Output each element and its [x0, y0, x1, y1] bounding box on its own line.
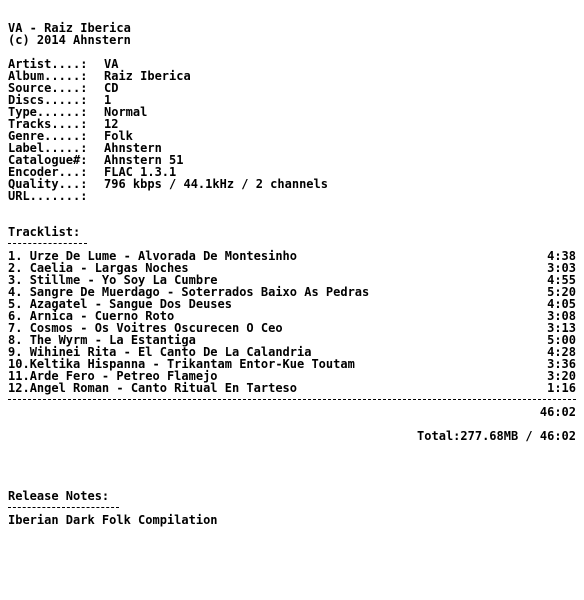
track-title: Sangre De Muerdago - Soterrados Baixo As Pedras [29, 285, 370, 299]
total-time: 46:02 [539, 405, 576, 419]
field-key: URL.......: [8, 189, 88, 203]
track-number: 7. [8, 321, 30, 335]
field-discs [8, 94, 576, 106]
field-genre [8, 130, 576, 142]
track-number: 3. [8, 273, 30, 287]
track-title: Wihinei Rita - El Canto De La Calandria [29, 345, 312, 359]
tracklist-heading: Tracklist: [8, 225, 81, 239]
field-value: VA [104, 57, 119, 71]
track-number: 5. [8, 297, 30, 311]
track-duration: 5:00 [547, 333, 576, 347]
track-duration: 3:03 [547, 261, 576, 275]
field-url [8, 190, 576, 202]
field-key: Album.....: [8, 69, 88, 83]
track-title: Stillme - Yo Soy La Cumbre [29, 273, 218, 287]
track-number: 12. [8, 381, 30, 395]
field-key: Discs.....: [8, 93, 88, 107]
track-title: Keltika Hispanna - Trikantam Entor-Kue Toutam [29, 357, 355, 371]
track-title: Arde Fero - Petreo Flamejo [29, 369, 218, 383]
release-notes-text: Iberian Dark Folk Compilation [8, 513, 218, 527]
track-number: 8. [8, 333, 30, 347]
track-title: Cosmos - Os Voitres Oscurecen O Ceo [29, 321, 283, 335]
track-title: Azagatel - Sangue Dos Deuses [29, 297, 232, 311]
spacer [8, 214, 576, 226]
track-title: The Wyrm - La Estantiga [29, 333, 196, 347]
field-tracks [8, 118, 576, 130]
track-duration: 3:20 [547, 369, 576, 383]
field-key: Quality...: [8, 177, 88, 191]
field-value: 796 kbps / 44.1kHz / 2 channels [104, 177, 328, 191]
track-duration: 5:20 [547, 285, 576, 299]
spacer [8, 46, 576, 58]
field-value: FLAC 1.3.1 [104, 165, 177, 179]
track-duration: 3:13 [547, 321, 576, 335]
spacer [8, 202, 576, 214]
track-number: 4. [8, 285, 30, 299]
field-source [8, 82, 576, 94]
nfo-document [8, 22, 576, 526]
field-key: Type......: [8, 105, 88, 119]
track-number: 9. [8, 345, 30, 359]
spacer [8, 454, 576, 466]
field-album [8, 70, 576, 82]
track-title: Caelia - Largas Noches [29, 261, 189, 275]
field-value: CD [104, 81, 119, 95]
track-number: 1. [8, 249, 30, 263]
track-title: Angel Roman - Canto Ritual En Tarteso [29, 381, 297, 395]
field-quality [8, 178, 576, 190]
track-list [8, 250, 576, 394]
track-number: 10. [8, 357, 30, 371]
release-notes-heading: Release Notes: [8, 489, 110, 503]
tracklist-divider [8, 394, 576, 406]
field-key: Source....: [8, 81, 88, 95]
track-duration: 4:28 [547, 345, 576, 359]
field-value: Ahnstern [104, 141, 162, 155]
track-duration: 4:38 [547, 249, 576, 263]
track-row [8, 382, 576, 394]
field-key: Genre.....: [8, 129, 88, 143]
total-summary: Total:277.68MB / 46:02 [417, 429, 576, 443]
field-key: Encoder...: [8, 165, 88, 179]
track-number: 6. [8, 309, 30, 323]
spacer [8, 466, 576, 478]
spacer [8, 442, 576, 454]
track-duration: 4:05 [547, 297, 576, 311]
copyright-line: (c) 2014 Ahnstern [8, 33, 131, 47]
field-key: Label.....: [8, 141, 88, 155]
field-catalogue [8, 154, 576, 166]
field-value: Ahnstern 51 [104, 153, 184, 167]
track-number: 2. [8, 261, 30, 275]
info-fields [8, 58, 576, 202]
track-number: 11. [8, 369, 30, 383]
field-value: Folk [104, 129, 133, 143]
field-label [8, 142, 576, 154]
track-duration: 3:36 [547, 357, 576, 371]
field-type [8, 106, 576, 118]
field-value: Normal [104, 105, 148, 119]
track-duration: 4:55 [547, 273, 576, 287]
track-duration: 1:16 [547, 381, 576, 395]
field-artist [8, 58, 576, 70]
field-key: Catalogue#: [8, 153, 88, 167]
field-value: 1 [104, 93, 112, 107]
field-value: Raiz Iberica [104, 69, 191, 83]
field-key: Tracks....: [8, 117, 88, 131]
track-title: Arnica - Cuerno Roto [29, 309, 175, 323]
release-title: VA - Raiz Iberica [8, 21, 131, 35]
track-title: Urze De Lume - Alvorada De Montesinho [29, 249, 297, 263]
field-value: 12 [104, 117, 119, 131]
field-key: Artist....: [8, 57, 88, 71]
track-duration: 3:08 [547, 309, 576, 323]
